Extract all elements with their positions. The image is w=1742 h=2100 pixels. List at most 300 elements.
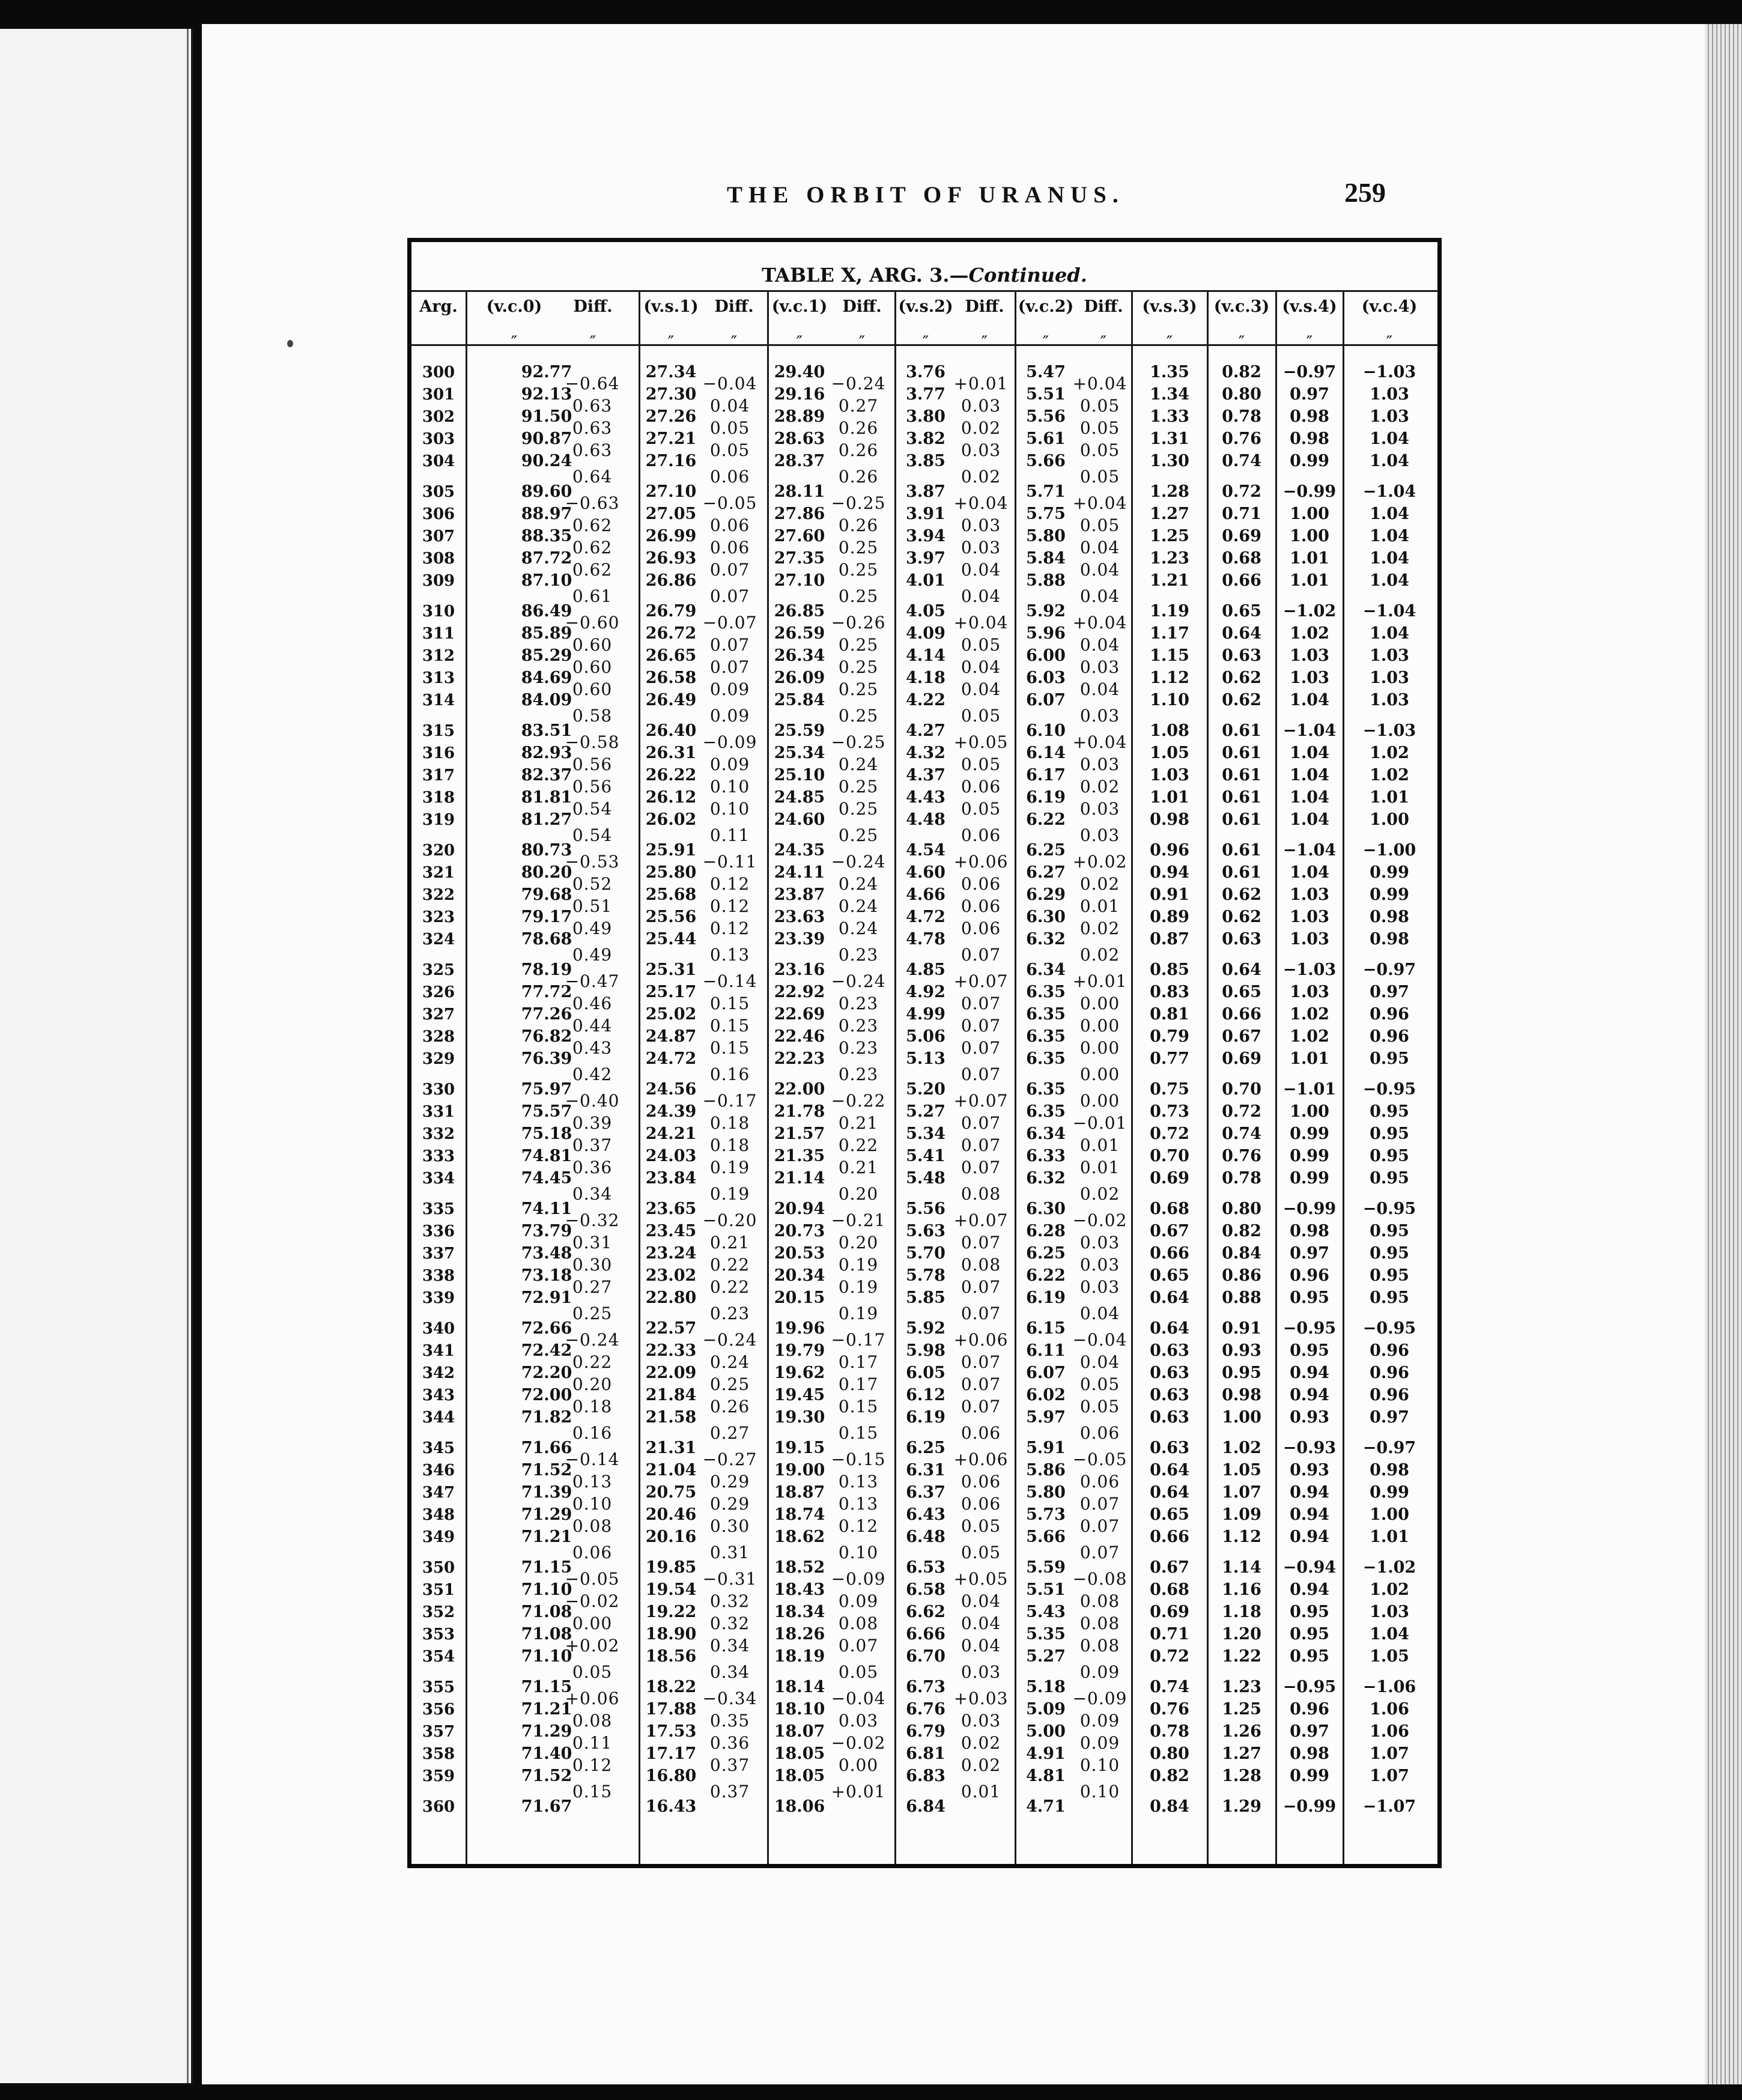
vc3-value: 0.74 xyxy=(1222,452,1261,470)
page-edges xyxy=(1705,24,1742,2084)
vc1-diff: 0.21 xyxy=(838,1113,879,1133)
vc3-value: 1.09 xyxy=(1222,1505,1261,1524)
vc2-value: 6.14 xyxy=(1026,744,1066,762)
vs1-value: 18.56 xyxy=(645,1647,697,1666)
vs4-value: 0.97 xyxy=(1290,1722,1329,1741)
vc3-value: 0.88 xyxy=(1222,1288,1261,1307)
vc2-diff: +0.02 xyxy=(1072,852,1127,872)
vc2-diff: 0.03 xyxy=(1079,754,1120,774)
arg-value: 330 xyxy=(422,1081,455,1099)
vc1-value: 18.52 xyxy=(774,1558,825,1577)
vs1-diff: 0.29 xyxy=(709,1494,750,1514)
vc0-diff: −0.40 xyxy=(565,1091,620,1111)
vs4-value: 1.01 xyxy=(1290,1049,1329,1068)
caption-continued: Continued. xyxy=(968,264,1087,287)
vc0-value: 83.51 xyxy=(521,721,572,740)
vc0-value: 84.09 xyxy=(521,691,572,709)
header-vs3: (v.s.3) xyxy=(1142,297,1197,316)
vc3-value: 0.84 xyxy=(1222,1244,1261,1263)
vc2-value: 5.35 xyxy=(1026,1625,1066,1643)
vc1-diff: 0.26 xyxy=(838,418,879,438)
vc2-value: 5.86 xyxy=(1026,1461,1066,1479)
vs2-value: 5.06 xyxy=(906,1027,945,1046)
page-number: 259 xyxy=(1344,177,1386,208)
vs2-diff: 0.02 xyxy=(961,418,1001,438)
vs4-value: 0.94 xyxy=(1290,1505,1329,1524)
vc0-value: 71.39 xyxy=(521,1483,572,1502)
vc1-diff: 0.25 xyxy=(838,586,879,606)
vc3-value: 0.82 xyxy=(1222,1222,1261,1240)
running-title: THE ORBIT OF URANUS. xyxy=(727,182,1124,208)
vs4-value: 1.02 xyxy=(1290,624,1329,643)
vs1-diff: 0.35 xyxy=(709,1711,750,1731)
vs4-value: −1.03 xyxy=(1282,960,1337,979)
vs1-value: 22.57 xyxy=(645,1319,697,1338)
vc1-value: 26.85 xyxy=(774,602,825,621)
vc2-value: 5.66 xyxy=(1026,452,1066,470)
vs2-diff: 0.07 xyxy=(961,945,1001,965)
vc2-diff: 0.08 xyxy=(1079,1613,1120,1633)
vs1-diff: 0.15 xyxy=(709,994,750,1013)
arg-value: 350 xyxy=(422,1559,455,1577)
vc2-value: 5.84 xyxy=(1026,549,1066,568)
column-rule xyxy=(466,290,467,1864)
vs2-value: 4.54 xyxy=(906,841,945,860)
vs1-value: 23.45 xyxy=(645,1222,697,1240)
vc0-value: 85.29 xyxy=(521,646,572,665)
vs2-value: 3.94 xyxy=(906,527,945,545)
vc0-diff: 0.51 xyxy=(572,896,613,916)
vs4-value: 1.04 xyxy=(1290,788,1329,807)
vc1-diff: −0.22 xyxy=(831,1091,886,1111)
vc1-diff: 0.13 xyxy=(838,1494,879,1514)
vc4-value: 1.04 xyxy=(1370,429,1409,448)
vs3-value: 0.72 xyxy=(1150,1124,1189,1143)
vs1-diff: 0.29 xyxy=(709,1472,750,1492)
vs3-value: 1.08 xyxy=(1150,721,1189,740)
vc1-value: 24.60 xyxy=(774,810,825,829)
vc0-value: 78.68 xyxy=(521,930,572,948)
vc2-diff: 0.02 xyxy=(1079,874,1120,894)
vs4-value: 0.98 xyxy=(1290,1222,1329,1240)
vc2-diff: 0.00 xyxy=(1079,994,1120,1013)
vs2-diff: 0.07 xyxy=(961,1303,1001,1323)
vs4-value: −1.02 xyxy=(1282,602,1337,621)
arg-value: 306 xyxy=(422,505,455,523)
vc2-value: 6.25 xyxy=(1026,841,1066,860)
vs1-diff: 0.09 xyxy=(709,679,750,699)
vs1-value: 27.16 xyxy=(645,452,697,470)
vs3-value: 0.76 xyxy=(1150,1700,1189,1719)
vc2-diff: −0.04 xyxy=(1072,1330,1127,1350)
vc1-value: 27.10 xyxy=(774,571,825,590)
vc1-value: 27.86 xyxy=(774,505,825,523)
vs4-value: 1.00 xyxy=(1290,505,1329,523)
vs2-value: 6.83 xyxy=(906,1767,945,1785)
vc2-diff: 0.05 xyxy=(1079,1397,1120,1416)
vc0-diff: 0.49 xyxy=(572,918,613,938)
vs2-value: 3.87 xyxy=(906,482,945,501)
header-vs4: (v.s.4) xyxy=(1282,297,1337,316)
vc1-value: 29.16 xyxy=(774,385,825,404)
vs2-value: 5.70 xyxy=(906,1244,945,1263)
vs4-value: 0.95 xyxy=(1290,1288,1329,1307)
vc2-diff: 0.09 xyxy=(1079,1662,1120,1682)
arg-value: 345 xyxy=(422,1439,455,1457)
vs1-value: 23.65 xyxy=(645,1200,697,1218)
vc0-value: 85.89 xyxy=(521,624,572,643)
vs1-diff: 0.12 xyxy=(709,874,750,894)
arg-value: 357 xyxy=(422,1723,455,1741)
vc0-value: 92.13 xyxy=(521,385,572,404)
vs2-diff: 0.07 xyxy=(961,1016,1001,1036)
vs1-value: 26.12 xyxy=(645,788,697,807)
vs2-diff: 0.07 xyxy=(961,1397,1001,1416)
vs2-value: 6.25 xyxy=(906,1439,945,1457)
vs1-value: 26.72 xyxy=(645,624,697,643)
vc1-value: 23.63 xyxy=(774,908,825,926)
vc4-value: −0.97 xyxy=(1362,960,1416,979)
vs2-value: 4.66 xyxy=(906,885,945,904)
vs1-diff: −0.17 xyxy=(702,1091,757,1111)
vc0-value: 72.42 xyxy=(521,1341,572,1360)
vs3-value: 1.33 xyxy=(1150,407,1189,426)
vc2-value: 5.56 xyxy=(1026,407,1066,426)
vc1-diff: 0.19 xyxy=(838,1277,879,1297)
vs4-value: 1.01 xyxy=(1290,549,1329,568)
vc3-value: 1.02 xyxy=(1222,1439,1261,1457)
vc0-diff: 0.05 xyxy=(572,1662,613,1682)
vc3-value: 0.68 xyxy=(1222,549,1261,568)
arg-value: 348 xyxy=(422,1506,455,1524)
vs4-value: 0.96 xyxy=(1290,1266,1329,1285)
vc0-diff: −0.32 xyxy=(565,1210,620,1230)
arg-value: 304 xyxy=(422,452,455,470)
vc0-value: 88.97 xyxy=(521,505,572,523)
unit-mark: ″ xyxy=(1100,332,1107,352)
vc1-value: 26.59 xyxy=(774,624,825,643)
vs2-diff: +0.01 xyxy=(953,374,1009,393)
vc1-diff: 0.17 xyxy=(838,1352,879,1372)
vs2-value: 5.13 xyxy=(906,1049,945,1068)
vc0-value: 78.19 xyxy=(521,960,572,979)
vs1-diff: 0.31 xyxy=(709,1543,750,1562)
vs4-value: −0.95 xyxy=(1282,1319,1337,1338)
vs3-value: 0.63 xyxy=(1150,1341,1189,1360)
vc0-diff: 0.54 xyxy=(572,799,613,819)
vc4-value: −1.07 xyxy=(1362,1797,1416,1816)
vs2-diff: +0.05 xyxy=(953,732,1009,752)
vc3-value: 0.72 xyxy=(1222,1102,1261,1121)
vc1-value: 26.09 xyxy=(774,669,825,687)
vc3-value: 0.80 xyxy=(1222,385,1261,404)
vs2-diff: 0.07 xyxy=(961,1064,1001,1084)
vc1-value: 28.89 xyxy=(774,407,825,426)
vs1-value: 18.90 xyxy=(645,1625,697,1643)
vs1-diff: 0.06 xyxy=(709,538,750,557)
vc4-value: 1.01 xyxy=(1370,1528,1409,1546)
vc0-value: 80.20 xyxy=(521,863,572,882)
vc0-value: 76.39 xyxy=(521,1049,572,1068)
vs1-diff: 0.07 xyxy=(709,657,750,677)
vc0-value: 72.00 xyxy=(521,1386,572,1404)
vc2-value: 6.35 xyxy=(1026,1080,1066,1099)
vc1-diff: 0.20 xyxy=(838,1184,879,1204)
vs3-value: 0.67 xyxy=(1150,1558,1189,1577)
vc1-value: 18.05 xyxy=(774,1744,825,1763)
vc3-value: 0.66 xyxy=(1222,571,1261,590)
vs1-value: 22.80 xyxy=(645,1288,697,1307)
vs2-diff: 0.06 xyxy=(961,874,1001,894)
vc1-value: 21.57 xyxy=(774,1124,825,1143)
vc0-diff: 0.44 xyxy=(572,1016,613,1036)
vs1-diff: 0.37 xyxy=(709,1782,750,1801)
vc2-diff: 0.04 xyxy=(1079,586,1120,606)
vs2-value: 5.63 xyxy=(906,1222,945,1240)
vc2-value: 6.22 xyxy=(1026,810,1066,829)
vs2-value: 4.27 xyxy=(906,721,945,740)
vs1-value: 24.72 xyxy=(645,1049,697,1068)
vs3-value: 0.83 xyxy=(1150,983,1189,1001)
vs2-diff: 0.03 xyxy=(961,538,1001,557)
vc1-value: 25.34 xyxy=(774,744,825,762)
vc1-value: 18.62 xyxy=(774,1528,825,1546)
vc2-diff: 0.10 xyxy=(1079,1782,1120,1801)
vs2-diff: 0.08 xyxy=(961,1184,1001,1204)
vc0-diff: 0.60 xyxy=(572,679,613,699)
vc1-diff: 0.24 xyxy=(838,896,879,916)
vc0-value: 74.11 xyxy=(521,1200,572,1218)
vc0-diff: 0.60 xyxy=(572,657,613,677)
unit-mark: ″ xyxy=(511,332,518,352)
vc2-diff: 0.05 xyxy=(1079,418,1120,438)
vs1-value: 26.99 xyxy=(645,527,697,545)
vs3-value: 0.67 xyxy=(1150,1222,1189,1240)
vc1-value: 26.34 xyxy=(774,646,825,665)
vc0-diff: 0.13 xyxy=(572,1472,613,1492)
vs2-diff: 0.06 xyxy=(961,1494,1001,1514)
vs3-value: 0.69 xyxy=(1150,1603,1189,1621)
vs4-value: −0.95 xyxy=(1282,1678,1337,1696)
vc2-value: 6.34 xyxy=(1026,960,1066,979)
arg-value: 346 xyxy=(422,1461,455,1479)
arg-value: 316 xyxy=(422,744,455,762)
vs1-value: 19.54 xyxy=(645,1580,697,1599)
vc1-value: 21.35 xyxy=(774,1147,825,1165)
vc2-diff: +0.04 xyxy=(1072,493,1127,513)
vc2-diff: +0.04 xyxy=(1072,732,1127,752)
vs2-diff: 0.06 xyxy=(961,777,1001,797)
vc0-value: 71.52 xyxy=(521,1461,572,1479)
vc2-diff: 0.03 xyxy=(1079,657,1120,677)
vs1-diff: 0.12 xyxy=(709,918,750,938)
arg-value: 360 xyxy=(422,1798,455,1816)
vs2-value: 6.53 xyxy=(906,1558,945,1577)
vs2-value: 6.66 xyxy=(906,1625,945,1643)
vc1-diff: 0.27 xyxy=(838,396,879,416)
vs2-diff: 0.07 xyxy=(961,1113,1001,1133)
vc2-diff: 0.01 xyxy=(1079,1135,1120,1155)
vs3-value: 0.85 xyxy=(1150,960,1189,979)
vc3-value: 1.29 xyxy=(1222,1797,1261,1816)
vs1-value: 27.10 xyxy=(645,482,697,501)
vs1-value: 24.39 xyxy=(645,1102,697,1121)
vc1-diff: 0.12 xyxy=(838,1516,879,1536)
vc0-value: 84.69 xyxy=(521,669,572,687)
left-page xyxy=(0,29,193,2083)
vs1-value: 20.75 xyxy=(645,1483,697,1502)
vc0-value: 91.50 xyxy=(521,407,572,426)
vc0-diff: 0.49 xyxy=(572,945,613,965)
arg-value: 321 xyxy=(422,864,455,882)
vs1-diff: 0.22 xyxy=(709,1277,750,1297)
vc2-diff: 0.09 xyxy=(1079,1733,1120,1753)
vc4-value: 0.95 xyxy=(1370,1266,1409,1285)
arg-value: 302 xyxy=(422,408,455,426)
vc3-value: 0.61 xyxy=(1222,810,1261,829)
vc1-diff: 0.25 xyxy=(838,706,879,726)
vs4-value: 0.94 xyxy=(1290,1483,1329,1502)
vc0-diff: 0.18 xyxy=(572,1397,613,1416)
vc4-value: 0.99 xyxy=(1370,1483,1409,1502)
vs1-diff: 0.12 xyxy=(709,896,750,916)
vc0-diff: −0.53 xyxy=(565,852,620,872)
vc3-value: 0.71 xyxy=(1222,505,1261,523)
vc3-value: 1.27 xyxy=(1222,1744,1261,1763)
caption-main: TABLE X, ARG. 3.— xyxy=(762,264,969,287)
vs3-value: 1.15 xyxy=(1150,646,1189,665)
vs3-value: 1.12 xyxy=(1150,669,1189,687)
vs1-value: 21.04 xyxy=(645,1461,697,1479)
vs4-value: −0.97 xyxy=(1282,363,1337,381)
vs1-diff: 0.07 xyxy=(709,635,750,655)
vc2-diff: 0.09 xyxy=(1079,1711,1120,1731)
vs1-diff: 0.13 xyxy=(709,945,750,965)
vc4-value: 1.04 xyxy=(1370,549,1409,568)
arg-value: 351 xyxy=(422,1581,455,1599)
arg-value: 333 xyxy=(422,1147,455,1165)
vc4-value: 1.04 xyxy=(1370,571,1409,590)
vs2-diff: +0.06 xyxy=(953,1330,1009,1350)
vc4-value: 0.98 xyxy=(1370,930,1409,948)
arg-value: 341 xyxy=(422,1342,455,1360)
vs4-value: 0.95 xyxy=(1290,1625,1329,1643)
vc1-diff: 0.26 xyxy=(838,467,879,487)
vc4-value: −1.00 xyxy=(1362,841,1416,860)
vc0-diff: −0.64 xyxy=(565,374,620,393)
vc4-value: −0.97 xyxy=(1362,1439,1416,1457)
vc0-value: 73.48 xyxy=(521,1244,572,1263)
vs2-value: 3.80 xyxy=(906,407,945,426)
vc2-diff: 0.02 xyxy=(1079,945,1120,965)
vc2-value: 6.02 xyxy=(1026,1386,1066,1404)
vc0-diff: 0.08 xyxy=(572,1711,613,1731)
vc4-value: −0.95 xyxy=(1362,1200,1416,1218)
vc3-value: 0.80 xyxy=(1222,1200,1261,1218)
vc0-value: 71.08 xyxy=(521,1625,572,1643)
arg-value: 323 xyxy=(422,908,455,926)
vs1-value: 21.84 xyxy=(645,1386,697,1404)
vs1-value: 19.85 xyxy=(645,1558,697,1577)
vs2-diff: 0.02 xyxy=(961,1755,1001,1775)
vc1-diff: −0.24 xyxy=(831,374,886,393)
arg-value: 329 xyxy=(422,1050,455,1068)
vc1-diff: −0.02 xyxy=(831,1733,886,1753)
vc0-value: 71.66 xyxy=(521,1439,572,1457)
vs3-value: 0.63 xyxy=(1150,1408,1189,1427)
vc2-diff: 0.08 xyxy=(1079,1591,1120,1611)
arg-value: 325 xyxy=(422,961,455,979)
vc4-value: 1.04 xyxy=(1370,527,1409,545)
vc1-value: 22.46 xyxy=(774,1027,825,1046)
vs2-diff: 0.05 xyxy=(961,754,1001,774)
vc4-value: 1.04 xyxy=(1370,1625,1409,1643)
vc0-diff: 0.12 xyxy=(572,1755,613,1775)
vs2-value: 6.76 xyxy=(906,1700,945,1719)
vs2-value: 6.48 xyxy=(906,1528,945,1546)
vs2-diff: 0.06 xyxy=(961,918,1001,938)
vc2-value: 6.35 xyxy=(1026,1027,1066,1046)
vs1-value: 23.02 xyxy=(645,1266,697,1285)
vc0-diff: 0.27 xyxy=(572,1277,613,1297)
vs4-value: 0.99 xyxy=(1290,452,1329,470)
vc4-value: 1.03 xyxy=(1370,691,1409,709)
vc3-value: 0.65 xyxy=(1222,983,1261,1001)
vc0-diff: 0.15 xyxy=(572,1782,613,1801)
vs2-diff: +0.03 xyxy=(953,1689,1009,1708)
vs3-value: 0.64 xyxy=(1150,1319,1189,1338)
vc1-diff: −0.17 xyxy=(831,1330,886,1350)
vs2-value: 4.92 xyxy=(906,983,945,1001)
vc3-value: 0.61 xyxy=(1222,841,1261,860)
vs3-value: 1.19 xyxy=(1150,602,1189,621)
vs2-diff: 0.05 xyxy=(961,1543,1001,1562)
vs4-value: 1.03 xyxy=(1290,930,1329,948)
vc1-diff: +0.01 xyxy=(831,1782,886,1801)
unit-mark: ″ xyxy=(667,332,675,352)
vc1-diff: −0.24 xyxy=(831,852,886,872)
arg-value: 305 xyxy=(422,483,455,501)
vc4-value: 1.04 xyxy=(1370,624,1409,643)
vc0-diff: 0.43 xyxy=(572,1038,613,1058)
vs4-value: 0.98 xyxy=(1290,429,1329,448)
vs3-value: 0.96 xyxy=(1150,841,1189,860)
header-vc0: (v.c.0) xyxy=(486,297,542,316)
vs2-diff: +0.06 xyxy=(953,852,1009,872)
vc2-value: 6.32 xyxy=(1026,930,1066,948)
vc1-diff: 0.07 xyxy=(838,1636,879,1655)
vc3-value: 0.66 xyxy=(1222,1005,1261,1024)
vs4-value: 0.99 xyxy=(1290,1124,1329,1143)
vc2-diff: 0.03 xyxy=(1079,799,1120,819)
vc0-diff: −0.60 xyxy=(565,613,620,633)
vc2-value: 5.80 xyxy=(1026,1483,1066,1502)
vc1-value: 18.43 xyxy=(774,1580,825,1599)
vc0-value: 71.15 xyxy=(521,1678,572,1696)
header-vc2: (v.c.2) xyxy=(1018,297,1074,316)
vc1-diff: 0.25 xyxy=(838,777,879,797)
vc1-diff: 0.19 xyxy=(838,1303,879,1323)
vc2-value: 6.35 xyxy=(1026,1049,1066,1068)
vc2-value: 5.43 xyxy=(1026,1603,1066,1621)
vs3-value: 0.64 xyxy=(1150,1483,1189,1502)
vs3-value: 1.21 xyxy=(1150,571,1189,590)
vs3-value: 0.91 xyxy=(1150,885,1189,904)
vc1-diff: 0.24 xyxy=(838,754,879,774)
arg-value: 315 xyxy=(422,722,455,740)
arg-value: 334 xyxy=(422,1170,455,1188)
vc3-value: 0.67 xyxy=(1222,1027,1261,1046)
